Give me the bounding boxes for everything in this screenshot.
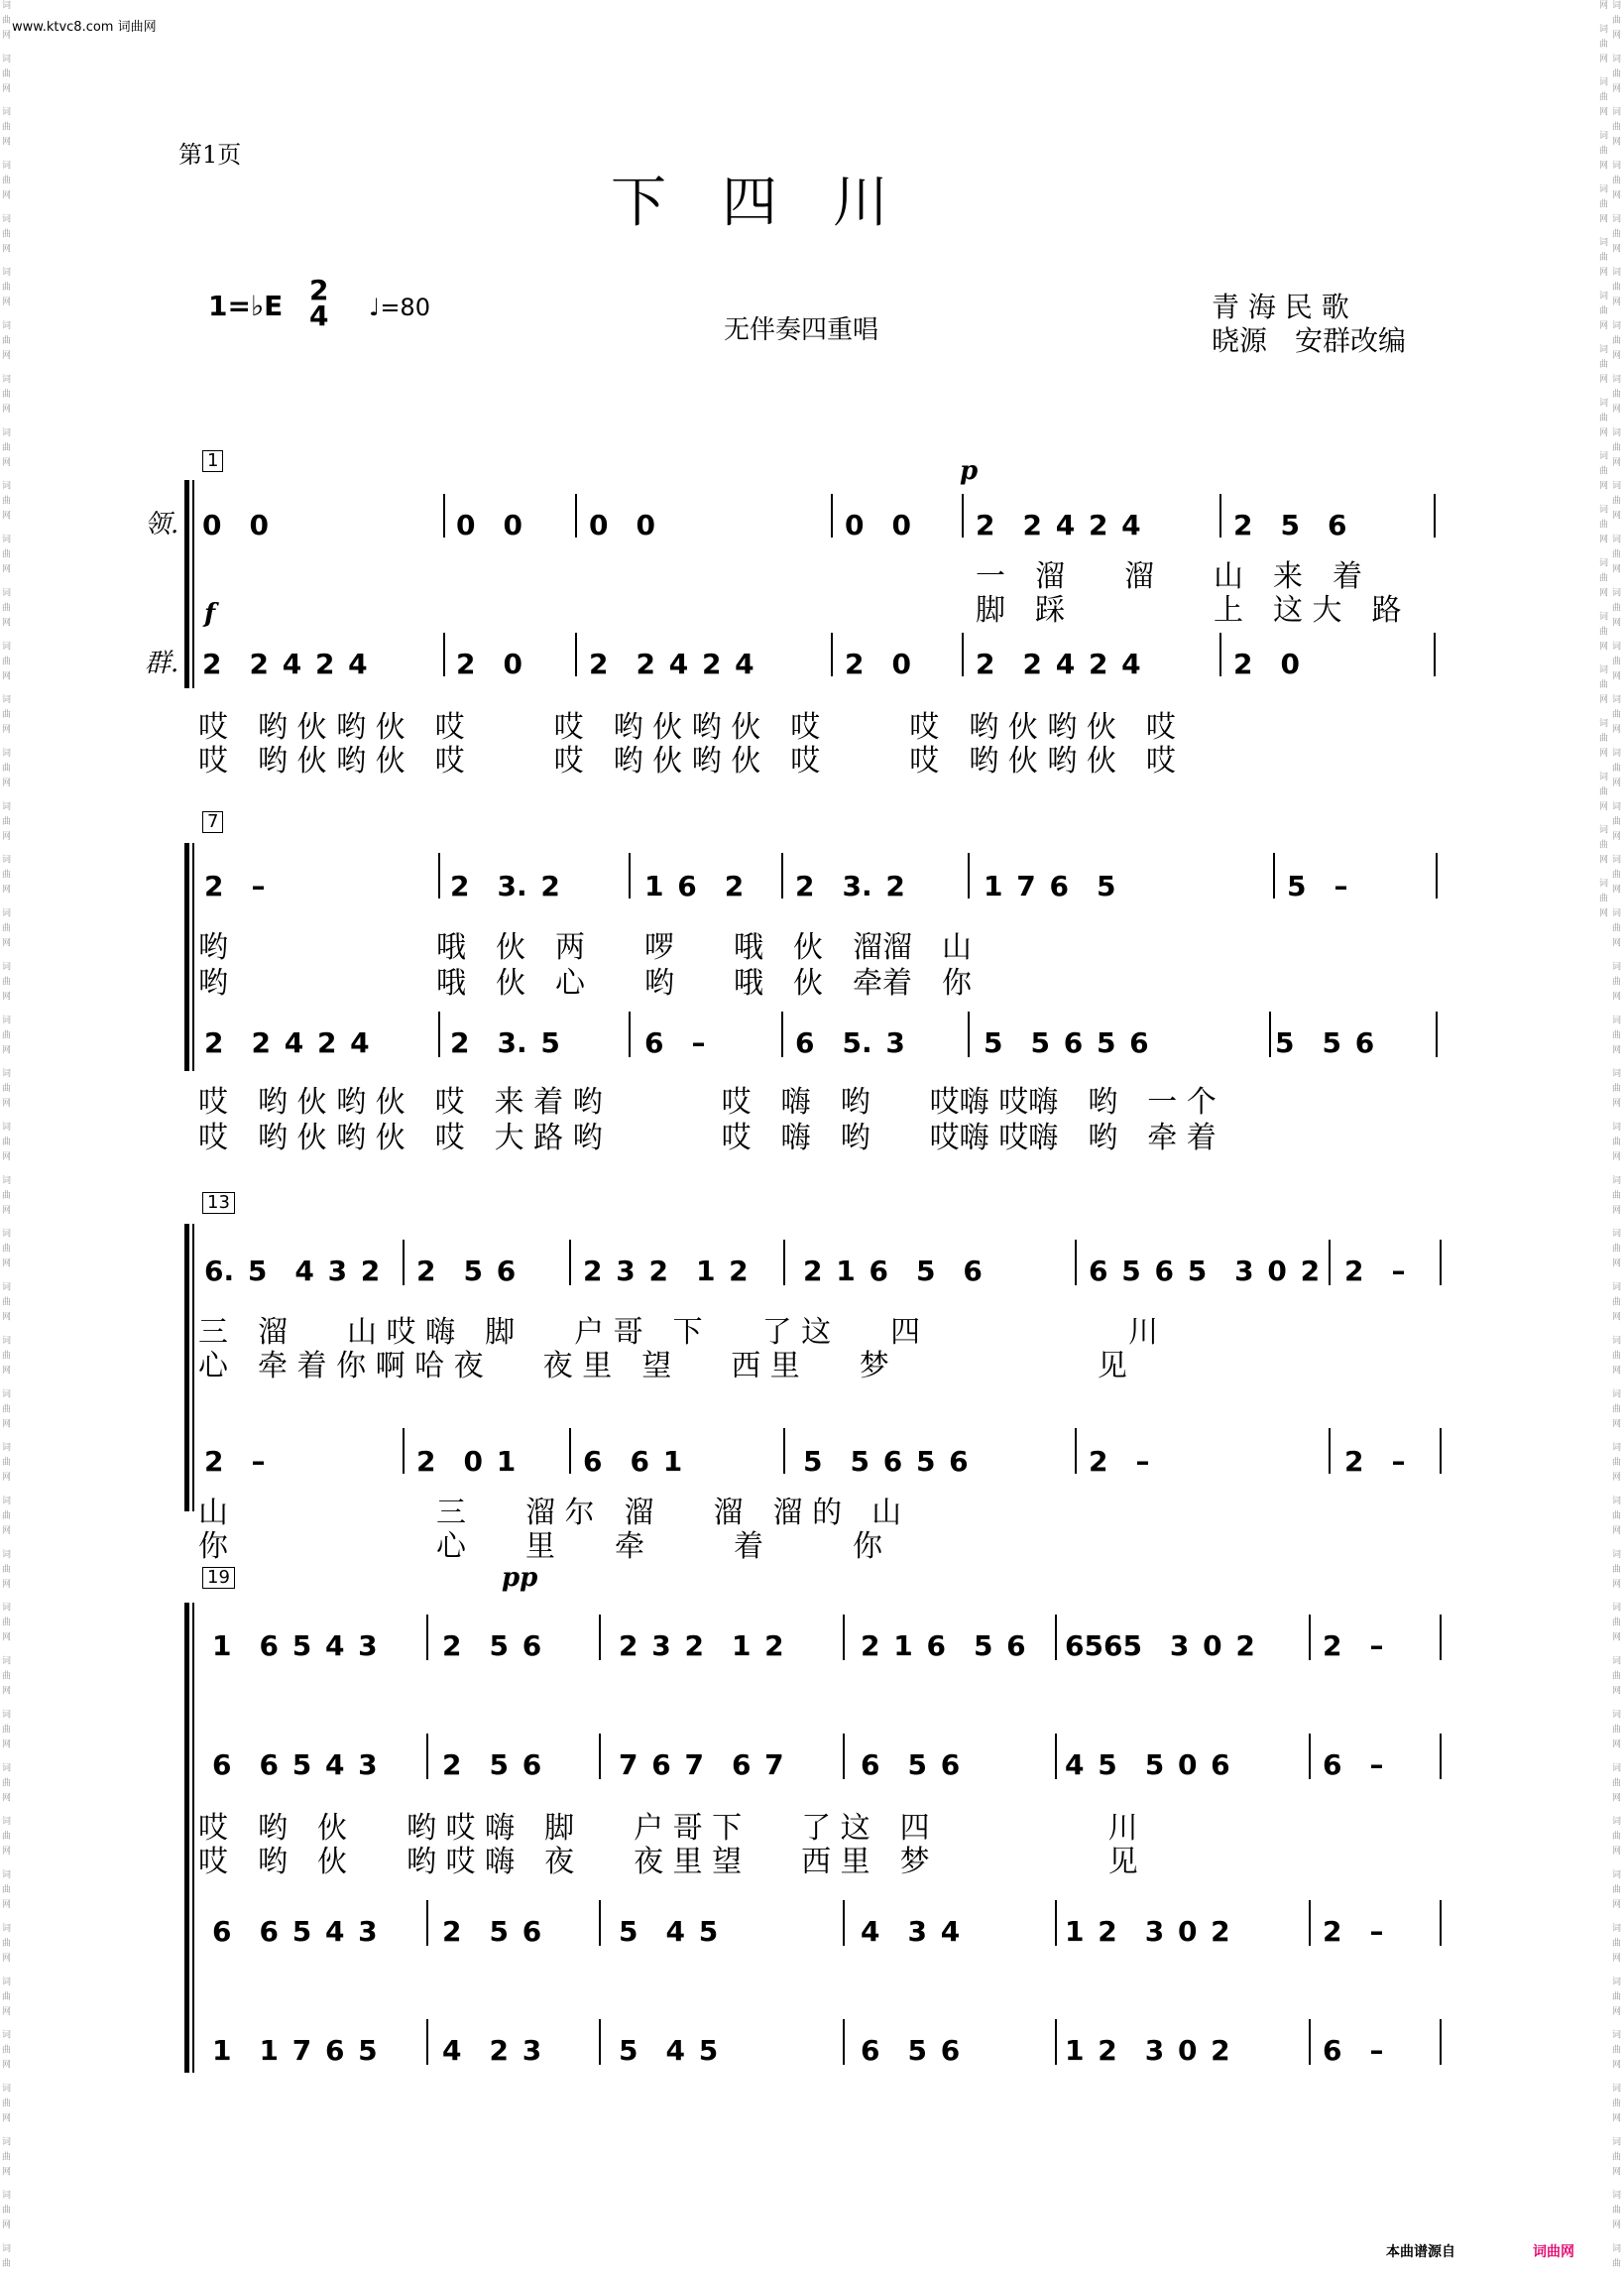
system-barline (192, 1224, 194, 1511)
barline (438, 853, 440, 898)
measure: 6 5 6 (861, 2034, 961, 2067)
barline (1440, 1734, 1442, 1779)
measure: 1 1 7 6 5 (212, 2034, 378, 2067)
barline (783, 1240, 785, 1285)
measure: 0 0 (845, 509, 911, 541)
barline (1440, 2019, 1442, 2065)
lyrics-line: 哎 哟 伙 哟 伙 哎 哎 哟 伙 哟 伙 哎 哎 哟 伙 哟 伙 哎 (198, 744, 1176, 779)
system-brace (184, 843, 189, 1071)
footer-brand-link[interactable]: 词曲网 (1533, 2244, 1574, 2260)
barline (426, 1734, 428, 1779)
barline (962, 633, 964, 676)
lyrics-line: 哎 哟 伙 哟 哎 嗨 夜 夜 里 望 西 里 梦 见 (198, 1845, 1138, 1879)
barline (1219, 633, 1221, 676)
barline (1055, 1734, 1057, 1779)
measure: 2 2 4 2 4 (976, 648, 1141, 680)
footer-source: 本曲谱源自 (1386, 2244, 1455, 2260)
measure-number: 19 (202, 1567, 235, 1589)
barline (1309, 1734, 1311, 1779)
measure: 1 2 3 0 2 (1065, 1915, 1230, 1948)
measure: 2 – (204, 1445, 266, 1478)
measure: 2 3. 5 (450, 1026, 560, 1059)
measure: 5 4 5 (619, 1915, 719, 1948)
barline (1434, 633, 1436, 676)
barline (599, 1615, 601, 1660)
lyrics-line: 脚 踩 上 这 大 路 (976, 593, 1402, 628)
measure: 1 6 2 (644, 870, 745, 902)
barline (1273, 853, 1275, 898)
barline (426, 2019, 428, 2065)
lyrics-line: 你 心 里 牵 着 你 (198, 1529, 882, 1564)
tempo-mark: ♩=80 (369, 294, 430, 321)
measure: 2 1 6 5 6 (803, 1255, 983, 1287)
barline (443, 633, 445, 676)
barline (1440, 1240, 1442, 1285)
barline (968, 1012, 970, 1057)
measure: 5 5 6 5 6 (803, 1445, 969, 1478)
measure: 2 – (204, 870, 266, 902)
measure: 2 1 6 5 6 (861, 1629, 1026, 1662)
barline (438, 1012, 440, 1057)
barline (843, 1734, 845, 1779)
barline (783, 1428, 785, 1474)
barline (1436, 853, 1438, 898)
measure: 6 5 6 (861, 1748, 961, 1781)
barline (843, 1615, 845, 1660)
time-signature (309, 274, 329, 332)
measure: 1 2 3 0 2 (1065, 2034, 1230, 2067)
measure: 5 – (1287, 870, 1348, 902)
measure: 1 7 6 5 (984, 870, 1116, 902)
system-brace (184, 1603, 189, 2073)
measure: 5 5 6 5 6 (984, 1026, 1149, 1059)
measure-number: 13 (202, 1192, 235, 1214)
measure: 2 5 6 (1233, 509, 1347, 541)
dynamic-mark: pp (502, 1563, 538, 1593)
site-header: www.ktvc8.com 词曲网 (12, 20, 157, 35)
measure: 2 0 (1233, 648, 1300, 680)
time-signature-bottom: 4 (309, 299, 329, 332)
barline (1309, 1900, 1311, 1946)
measure: 2 3. 2 (450, 870, 560, 902)
measure: 2 5 6 (442, 1748, 542, 1781)
system-brace (184, 480, 189, 688)
measure: 4 2 3 (442, 2034, 542, 2067)
barline (1055, 1615, 1057, 1660)
barline (1055, 2019, 1057, 2065)
barline (1434, 494, 1436, 538)
measure: 6 – (1323, 1748, 1384, 1781)
lyrics-line: 哎 哟 伙 哟 伙 哎 来 着 哟 哎 嗨 哟 哎嗨 哎嗨 哟 一 个 (198, 1085, 1217, 1120)
system-barline (192, 1603, 194, 2073)
measure: 6 6 5 4 3 (212, 1915, 378, 1948)
measure: 6 5 6 5 3 0 2 (1089, 1255, 1321, 1287)
barline (1309, 2019, 1311, 2065)
barline (843, 1900, 845, 1946)
barline (1309, 1615, 1311, 1660)
song-title: 下 四 川 (611, 171, 888, 235)
left-watermark-strip: 词曲网 词曲网 词曲网 词曲网 词曲网 词曲网 词曲网 词曲网 词曲网 词曲网 词曲网 词曲网 词曲网 词曲网 词曲网 词曲网 词曲网 词曲网 词曲网 词曲网 词曲网 词曲网 词曲网 词曲网 词曲网 词曲网 词曲网 词曲网 词曲网 词曲网 词曲网 词曲网 词曲网 词曲网 词曲网 词曲网 词曲网 词曲网 词曲网 词曲网 词曲网 词曲网 词曲 (0, 0, 10, 2274)
subtitle: 无伴奏四重唱 (724, 315, 879, 345)
barline (831, 494, 833, 538)
barline (599, 1734, 601, 1779)
barline (781, 853, 783, 898)
barline (569, 1428, 571, 1474)
measure: 0 0 (202, 509, 269, 541)
barline (629, 1012, 631, 1057)
lyrics-line: 哟 哦 伙 心 哟 哦 伙 牵着 你 (198, 966, 972, 1001)
measure: 2 – (1323, 1629, 1384, 1662)
lyrics-line: 哟 哦 伙 两 啰 哦 伙 溜溜 山 (198, 930, 972, 965)
system-barline (192, 843, 194, 1071)
barline (629, 853, 631, 898)
measure: 5 5 6 (1275, 1026, 1375, 1059)
barline (1055, 1900, 1057, 1946)
measure: 2 2 4 2 4 (589, 648, 754, 680)
barline (1329, 1240, 1331, 1285)
measure: 2 0 1 (416, 1445, 517, 1478)
barline (426, 1615, 428, 1660)
part-label-chorus: 群. (145, 649, 179, 678)
measure: 6 6 5 4 3 (212, 1748, 378, 1781)
measure: 2 2 4 2 4 (976, 509, 1141, 541)
lyrics-line: 心 牵 着 你 啊 哈 夜 夜 里 望 西 里 梦 见 (198, 1349, 1127, 1383)
lyrics-line: 一 溜 溜 山 来 着 (976, 559, 1362, 594)
measure-number: 7 (202, 811, 223, 833)
barline (1219, 494, 1221, 538)
lyrics-line: 三 溜 山 哎 嗨 脚 户 哥 下 了 这 四 川 (198, 1315, 1159, 1350)
dynamic-mark: f (204, 599, 216, 629)
barline (1440, 1615, 1442, 1660)
barline (1075, 1240, 1077, 1285)
barline (1075, 1428, 1077, 1474)
barline (1436, 1012, 1438, 1057)
measure: 6 5. 3 (795, 1026, 905, 1059)
system-brace (184, 1224, 189, 1511)
system-barline (192, 480, 194, 688)
right-watermark-strip: 词曲网 词曲网 词曲网 词曲网 词曲网 词曲网 词曲网 词曲网 词曲网 词曲网 词曲网 词曲网 词曲网 词曲网 词曲网 词曲网 词曲网 词曲网 词曲网 词曲网 词曲网 词曲网 词曲网 词曲网 词曲网 词曲网 词曲网 词曲网 词曲网 词曲网 词曲网 词曲网 词曲网 词曲网 词曲网 词曲网 词曲网 词曲网 词曲网 词曲网 词曲网 词曲网 词曲网 词曲网 词曲网 词曲网 词曲网 词曲网 词曲网 词曲网 词曲网 词曲网 词曲网 词曲网 词曲网 词曲网 词曲网 词曲网 词曲网 词曲网 (1597, 0, 1620, 2274)
barline (599, 1900, 601, 1946)
barline (1440, 1900, 1442, 1946)
measure: 2 3. 2 (795, 870, 905, 902)
barline (1269, 1012, 1271, 1057)
barline (569, 1240, 571, 1285)
barline (781, 1012, 783, 1057)
key-signature: 1=♭E (208, 290, 284, 322)
lyrics-line: 哎 哟 伙 哟 哎 嗨 脚 户 哥 下 了 这 四 川 (198, 1811, 1138, 1846)
measure: 2 2 4 2 4 (204, 1026, 370, 1059)
measure: 2 2 4 2 4 (202, 648, 368, 680)
page-label: 第1页 (178, 141, 242, 169)
measure: 1 6 5 4 3 (212, 1629, 378, 1662)
credit-origin: 青 海 民 歌 (1212, 291, 1349, 323)
measure: 2 0 (456, 648, 522, 680)
barline (843, 2019, 845, 2065)
measure: 2 0 (845, 648, 911, 680)
barline (403, 1428, 405, 1474)
measure: 0 0 (456, 509, 522, 541)
measure: 4 3 4 (861, 1915, 961, 1948)
measure: 2 5 6 (442, 1915, 542, 1948)
measure: 2 5 6 (442, 1629, 542, 1662)
measure: 6 – (1323, 2034, 1384, 2067)
measure: 6. 5 4 3 2 (204, 1255, 381, 1287)
measure: 6565 3 0 2 (1065, 1629, 1255, 1662)
measure-number: 1 (202, 450, 223, 472)
measure: 4 5 5 0 6 (1065, 1748, 1230, 1781)
measure: 2 5 6 (416, 1255, 517, 1287)
measure: 6 6 1 (583, 1445, 683, 1478)
barline (575, 494, 577, 538)
measure: 7 6 7 6 7 (619, 1748, 784, 1781)
lyrics-line: 哎 哟 伙 哟 伙 哎 哎 哟 伙 哟 伙 哎 哎 哟 伙 哟 伙 哎 (198, 710, 1176, 745)
dynamic-mark: p (960, 456, 979, 486)
barline (443, 494, 445, 538)
barline (599, 2019, 601, 2065)
credit-arranger: 晓源 安群改编 (1212, 324, 1407, 357)
lyrics-line: 哎 哟 伙 哟 伙 哎 大 路 哟 哎 嗨 哟 哎嗨 哎嗨 哟 牵 着 (198, 1121, 1217, 1155)
lyrics-line: 山 三 溜 尔 溜 溜 溜 的 山 (198, 1496, 902, 1530)
measure: 2 3 2 1 2 (619, 1629, 784, 1662)
barline (962, 494, 964, 538)
measure: 2 – (1344, 1445, 1406, 1478)
barline (968, 853, 970, 898)
measure: 0 0 (589, 509, 655, 541)
part-label-lead: 领. (145, 510, 179, 539)
measure: 2 – (1344, 1255, 1406, 1287)
barline (831, 633, 833, 676)
measure: 2 – (1323, 1915, 1384, 1948)
measure: 2 3 2 1 2 (583, 1255, 749, 1287)
barline (575, 633, 577, 676)
measure: 5 4 5 (619, 2034, 719, 2067)
time-signature-top: 2 (309, 274, 329, 306)
barline (426, 1900, 428, 1946)
barline (1440, 1428, 1442, 1474)
barline (403, 1240, 405, 1285)
measure: 6 – (644, 1026, 706, 1059)
measure: 2 – (1089, 1445, 1150, 1478)
barline (1329, 1428, 1331, 1474)
